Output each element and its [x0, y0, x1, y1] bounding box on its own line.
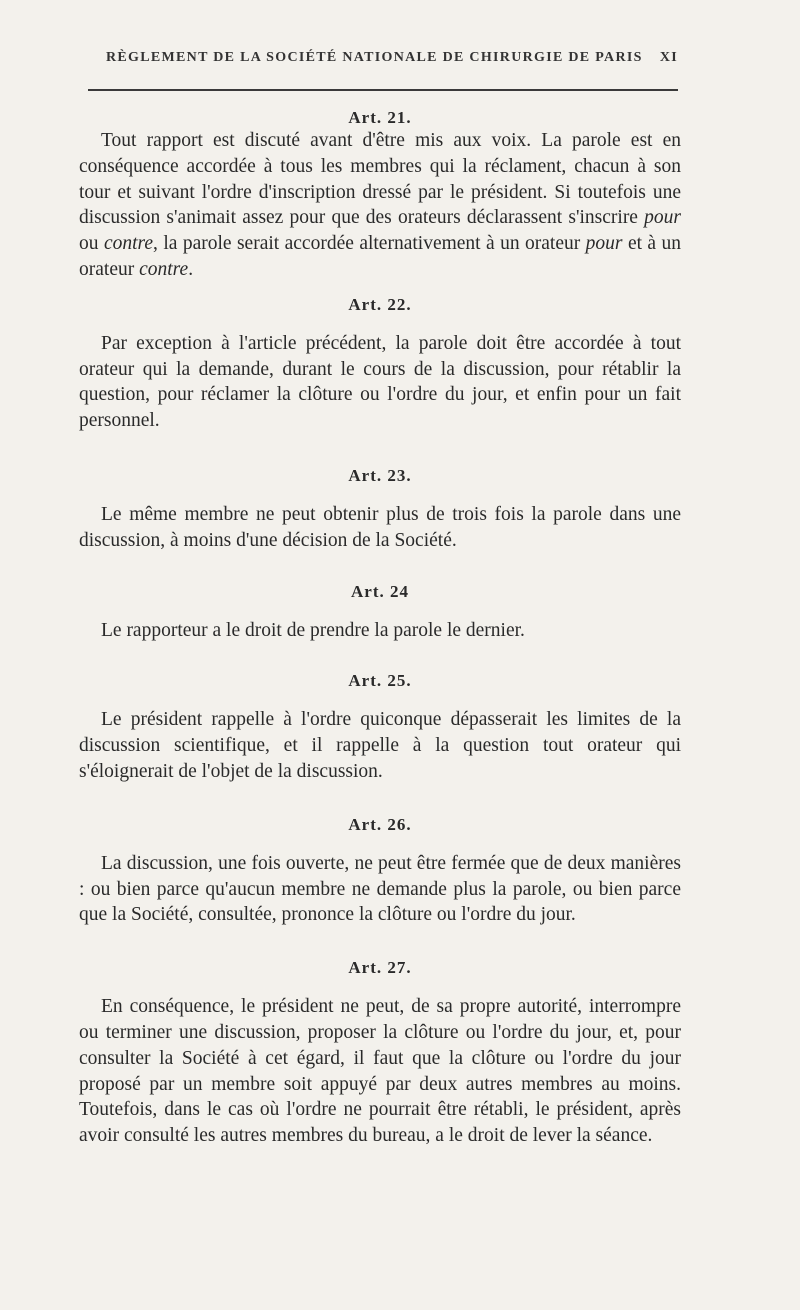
article-24: [79, 582, 681, 644]
article-body: Le président rappelle à l'ordre quiconque dépasserait les limites de la discussion scientifique, et il rappelle à la question tout orateur qui s'éloignerait de l'objet de la discussion.: [79, 709, 681, 782]
article-body: En conséquence, le président ne peut, de sa propre autorité, interrompre ou terminer une discussion, proposer la clôture ou l'ordre du jour, et, pour consulter la Société à cet égard, il faut que la clôture ou l'ordre du jour proposé par un membre soit appuyé par deux autres membres au moins. Toutefois, dans le cas où l'ordre ne pourrait être rétabli, le président, après avoir consulté les autres membres du bureau, a le droit de lever la séance.: [79, 996, 681, 1147]
article-body: Par exception à l'article précédent, la parole doit être accordée à tout orateur qui la demande, durant le cours de la discussion, pour rétablir la question, pour réclamer la clôture ou l'ordre du jour, et enfin pour un fait personnel.: [79, 332, 681, 432]
running-title: RÈGLEMENT DE LA SOCIÉTÉ NATIONALE DE CHIRURGIE DE PARIS: [106, 50, 643, 65]
page-number: XI: [659, 50, 678, 65]
article-22: [79, 295, 681, 434]
article-body: Le rapporteur a le droit de prendre la parole le dernier.: [101, 619, 525, 641]
article-title: Art. 27.: [348, 958, 412, 978]
article-title: Art. 23.: [348, 465, 412, 485]
article-21: [79, 108, 681, 283]
article-title: Art. 24: [351, 581, 409, 601]
article-body: Le même membre ne peut obtenir plus de trois fois la parole dans une discussion, à moins d'une décision de la Société.: [79, 503, 681, 551]
article-27: [79, 958, 681, 1149]
header-rule: [88, 89, 678, 91]
article-23: [79, 466, 681, 554]
article-title: Art. 25.: [348, 671, 412, 691]
article-list: [79, 108, 681, 1149]
article-title: Art. 21.: [348, 108, 412, 127]
article-title: Art. 22.: [348, 294, 412, 314]
article-25: [79, 671, 681, 784]
running-head: [106, 50, 678, 66]
article-body: La discussion, une fois ouverte, ne peut être fermée que de deux manières : ou bien parce qu'aucun membre ne demande plus la parole, ou bien parce que la Société, consultée, prononce la clôture ou l'ordre du jour.: [79, 852, 681, 926]
article-title: Art. 26.: [348, 814, 412, 834]
article-26: [79, 815, 681, 928]
article-body: Tout rapport est discuté avant d'être mis aux voix. La parole est en conséquence accordée à tous les membres qui la réclament, chacun à son tour et suivant l'ordre d'inscription dressé par le président. Si toutefois une discussion s'animait assez pour que des orateurs déclarassent s'inscrire pour ou contre, la parole serait accordée alternativement à un orateur pour et à un orateur contre.: [79, 130, 682, 280]
